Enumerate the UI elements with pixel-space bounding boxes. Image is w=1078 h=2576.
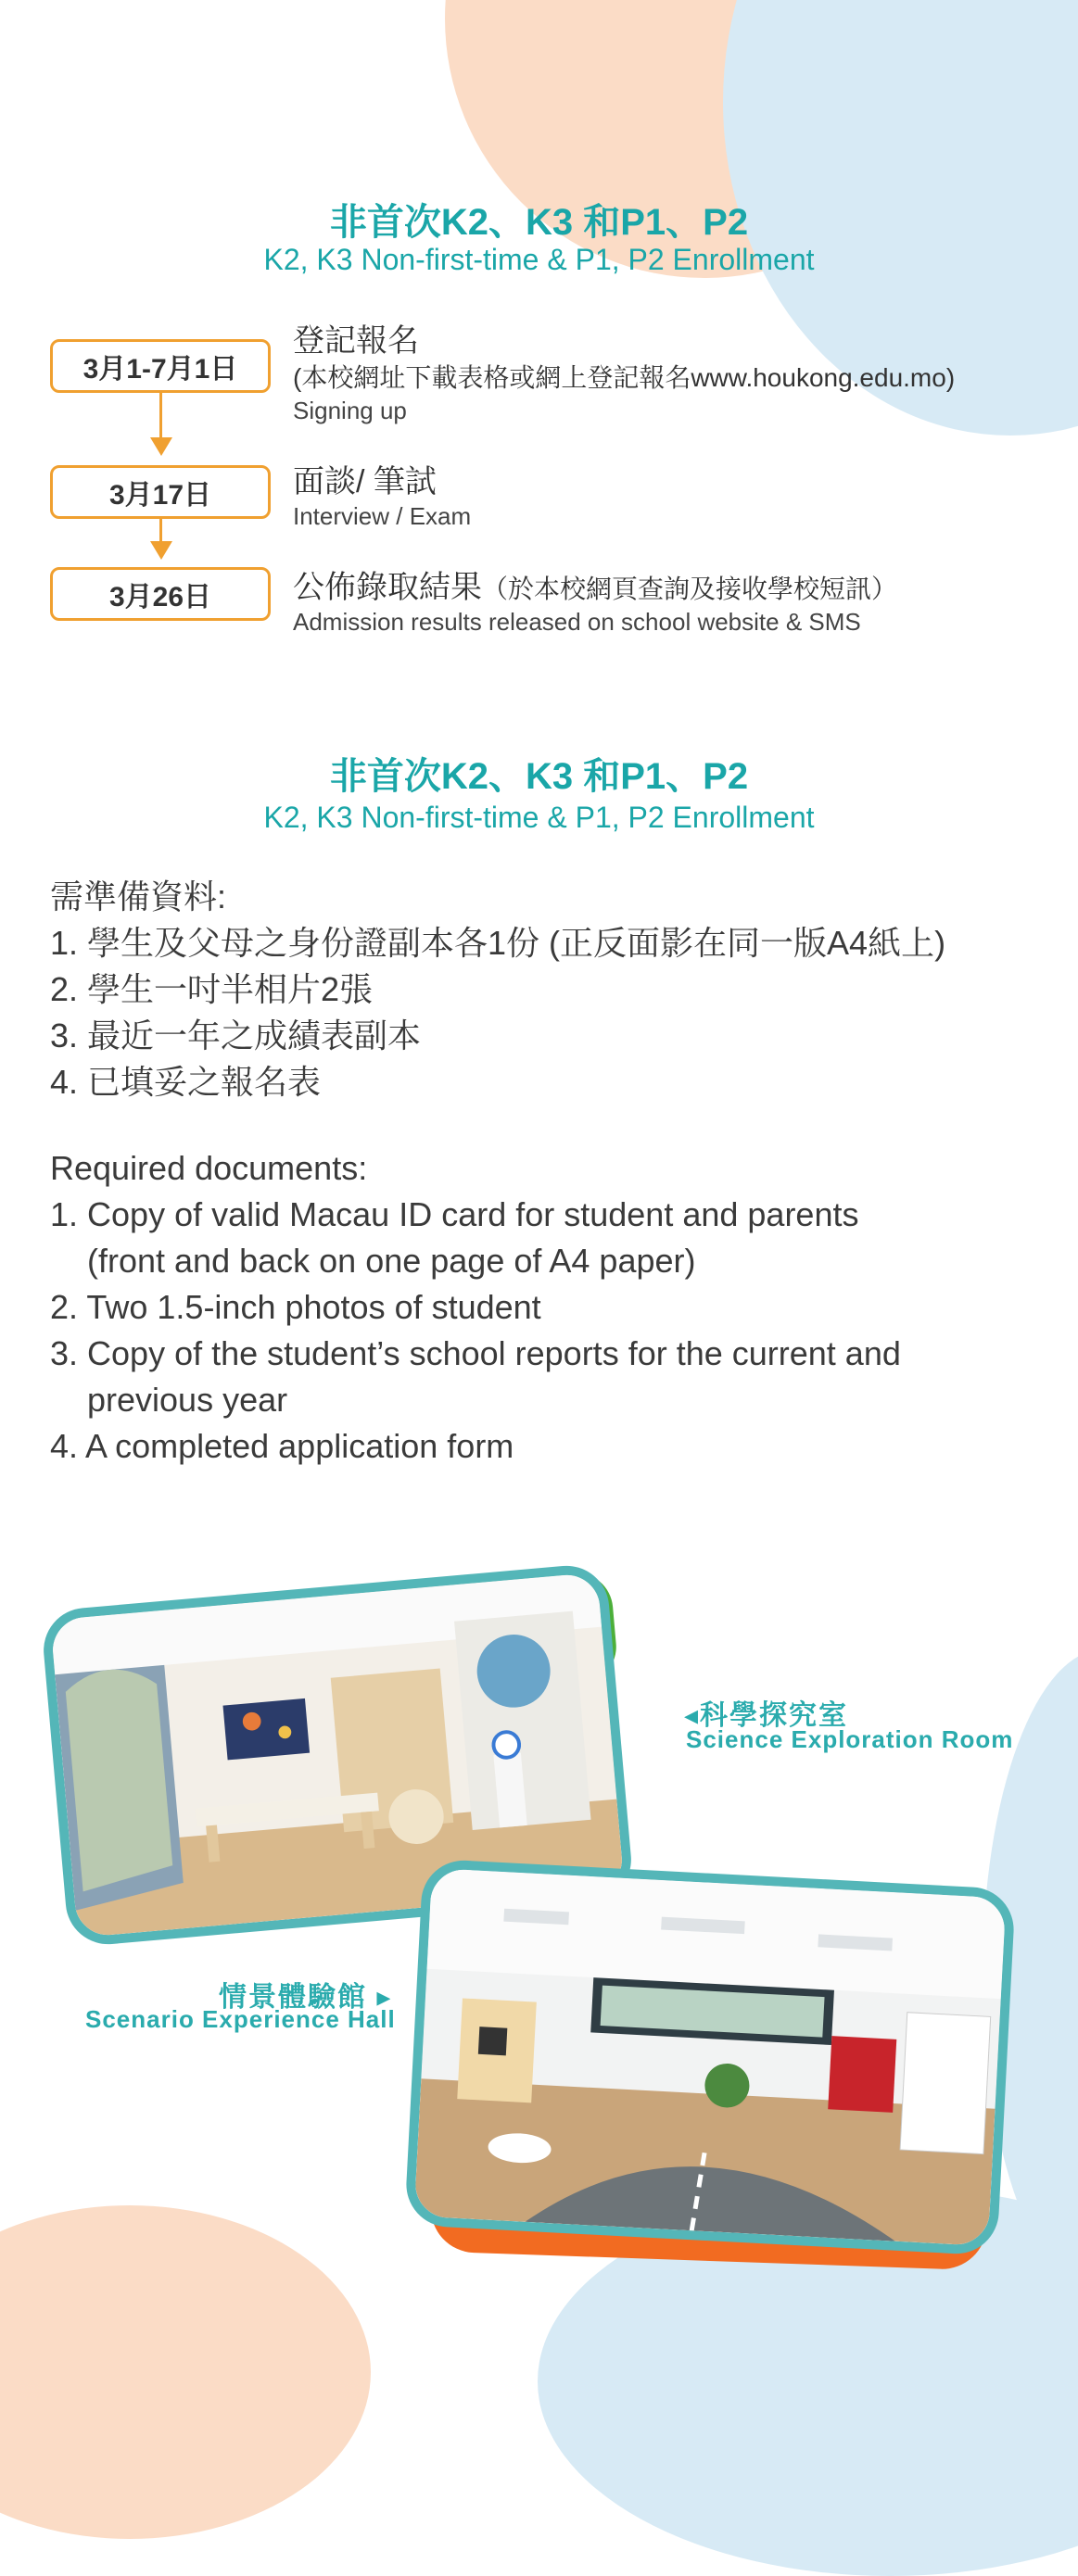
scenario-hall-illustration	[414, 1868, 1007, 2246]
date-badge: 3月17日	[50, 465, 271, 519]
doc-item-zh: 1. 學生及父母之身份證副本各1份 (正反面影在同一版A4紙上)	[50, 924, 946, 962]
step-note-text: （於本校網頁查詢及接收學校短訊）	[482, 575, 898, 603]
step-subtitle: Admission results released on school website & SMS	[293, 608, 861, 636]
date-badge: 3月26日	[50, 567, 271, 621]
step-note-text: (本校網址下載表格或網上登記報名www.houkong.edu.mo)	[293, 363, 956, 392]
section2-title-zh: 非首次K2、K3 和P1、P2	[329, 756, 749, 797]
timeline-connector	[159, 519, 162, 543]
doc-item-en: previous year	[50, 1381, 288, 1419]
arrow-down-icon	[150, 437, 172, 456]
scenario-hall-caption-en: Scenario Experience Hall	[85, 2005, 396, 2033]
step-title	[293, 456, 437, 501]
step-label: 面談/ 筆試	[293, 464, 437, 499]
step-title	[293, 315, 419, 360]
docs-en-heading: Required documents:	[50, 1149, 368, 1187]
doc-item-en: 3. Copy of the student’s school reports for the current and	[50, 1334, 901, 1372]
decor-peach-bottom	[0, 2205, 371, 2539]
section2-title-en: K2, K3 Non-first-time & P1, P2 Enrollment	[263, 801, 815, 834]
doc-item-en: 4. A completed application form	[50, 1427, 514, 1465]
science-room-caption-zh: ◂科學探究室	[684, 1700, 849, 1731]
section1-title-en: K2, K3 Non-first-time & P1, P2 Enrollment	[263, 243, 815, 276]
date-badge: 3月1-7月1日	[50, 339, 271, 393]
timeline-connector	[159, 393, 162, 439]
docs-zh-heading: 需準備資料:	[50, 878, 227, 915]
step-subtitle: Interview / Exam	[293, 502, 472, 530]
doc-item-en: 2. Two 1.5-inch photos of student	[50, 1288, 541, 1326]
doc-item-en: 1. Copy of valid Macau ID card for student and parents	[50, 1195, 859, 1233]
doc-item-en: (front and back on one page of A4 paper)	[50, 1242, 696, 1280]
step-subtitle: Signing up	[293, 397, 407, 424]
step-label: 公佈錄取結果	[293, 570, 482, 605]
step-note	[293, 358, 955, 395]
step-label: 登記報名	[293, 323, 419, 359]
doc-item-zh: 4. 已填妥之報名表	[50, 1063, 322, 1101]
science-room-caption-en: Science Exploration Room	[686, 1725, 1014, 1753]
doc-item-zh: 2. 學生一吋半相片2張	[50, 970, 374, 1008]
section1-title-zh: 非首次K2、K3 和P1、P2	[329, 202, 749, 243]
step-title	[293, 562, 897, 607]
doc-item-zh: 3. 最近一年之成績表副本	[50, 1017, 422, 1054]
arrow-down-icon	[150, 541, 172, 560]
scenario-hall-caption-zh: 情景體驗館 ▸	[219, 1982, 393, 2013]
scenario-hall-photo	[404, 1859, 1016, 2256]
